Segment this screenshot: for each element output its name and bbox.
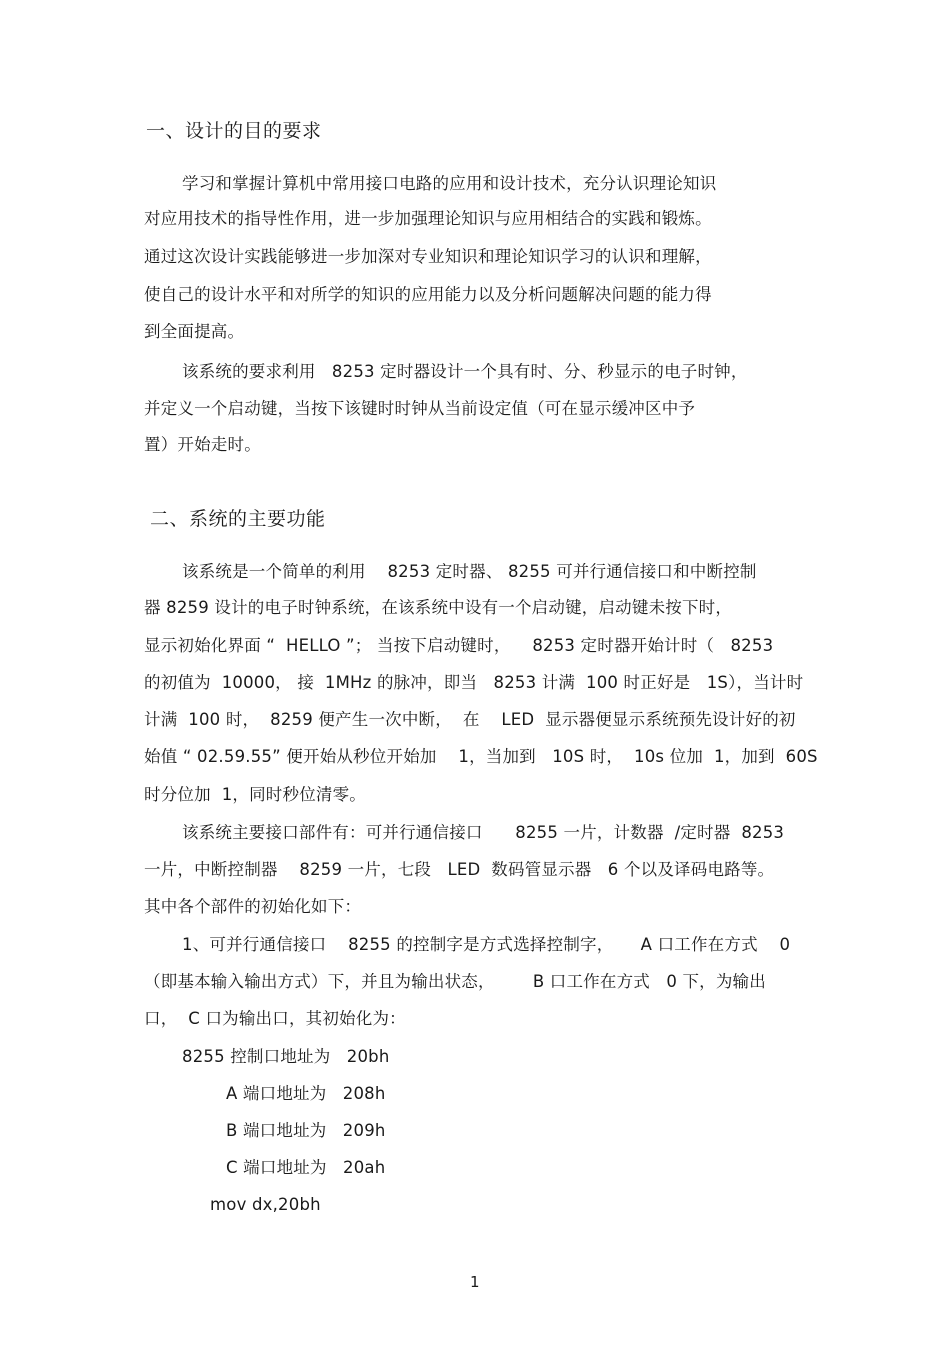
section-2-p3-line-1: 1、可并行通信接口 8255 的控制字是方式选择控制字， A 口工作在方式 0 bbox=[182, 935, 791, 954]
section-2-p2-line-1: 该系统主要接口部件有：可并行通信接口 8255 一片，计数器 /定时器 8253 bbox=[182, 823, 785, 842]
section-2-p1-line-6: 始值 “ 02.59.55” 便开始从秒位开始加 1，当加到 10S 时， 10s 位加 1，加到 60S bbox=[144, 747, 818, 766]
section-1-p1-line-3: 通过这次设计实践能够进一步加深对专业知识和理论知识学习的认识和理解， bbox=[144, 247, 712, 266]
section-1-p1-line-5: 到全面提高。 bbox=[144, 322, 245, 341]
section-2-p1-line-2: 器 8259 设计的电子时钟系统，在该系统中设有一个启动键，启动键未按下时， bbox=[144, 598, 733, 617]
section-1-p2-line-3: 置）开始走时。 bbox=[144, 435, 261, 454]
code-mov: mov dx,20bh bbox=[210, 1195, 321, 1214]
code-port-c: C 端口地址为 20ah bbox=[226, 1158, 386, 1177]
section-1-p2-line-1: 该系统的要求利用 8253 定时器设计一个具有时、分、秒显示的电子时钟， bbox=[182, 362, 748, 381]
section-1-p1-line-4: 使自己的设计水平和对所学的知识的应用能力以及分析问题解决问题的能力得 bbox=[144, 285, 712, 304]
section-2-p2-line-3: 其中各个部件的初始化如下： bbox=[144, 897, 362, 916]
section-2-p3-line-2: （即基本输入输出方式）下，并且为输出状态， B 口工作在方式 0 下，为输出 bbox=[144, 972, 766, 991]
section-1-p1-line-2: 对应用技术的指导性作用，进一步加强理论知识与应用相结合的实践和锻炼。 bbox=[144, 209, 712, 228]
section-2-p2-line-2: 一片，中断控制器 8259 一片，七段 LED 数码管显示器 6 个以及译码电路等。 bbox=[144, 860, 775, 879]
section-2-p1-line-5: 计满 100 时， 8259 便产生一次中断， 在 LED 显示器便显示系统预先设计好的初 bbox=[144, 710, 796, 729]
section-2-p1-line-4: 的初值为 10000， 接 1MHz 的脉冲，即当 8253 计满 100 时正好是 1S），当计时 bbox=[144, 673, 804, 692]
code-port-a: A 端口地址为 208h bbox=[226, 1084, 386, 1103]
page-number: 1 bbox=[470, 1273, 480, 1291]
section-2-heading: 二、系统的主要功能 bbox=[150, 508, 326, 530]
section-2-p3-line-3: 口， C 口为输出口，其初始化为： bbox=[144, 1009, 406, 1028]
section-1-p1-line-1: 学习和掌握计算机中常用接口电路的应用和设计技术，充分认识理论知识 bbox=[182, 174, 717, 193]
section-2-p1-line-3: 显示初始化界面 “ HELLO ”； 当按下启动键时， 8253 定时器开始计时（ 8253 bbox=[144, 636, 774, 655]
section-1-heading: 一、设计的目的要求 bbox=[146, 120, 322, 142]
code-port-b: B 端口地址为 209h bbox=[226, 1121, 386, 1140]
section-1-p2-line-2: 并定义一个启动键，当按下该键时时钟从当前设定值（可在显示缓冲区中予 bbox=[144, 399, 696, 418]
section-2-p1-line-7: 时分位加 1，同时秒位清零。 bbox=[144, 785, 366, 804]
section-2-p1-line-1: 该系统是一个简单的利用 8253 定时器、 8255 可并行通信接口和中断控制 bbox=[182, 562, 757, 581]
code-ctrl-port: 8255 控制口地址为 20bh bbox=[182, 1047, 390, 1066]
